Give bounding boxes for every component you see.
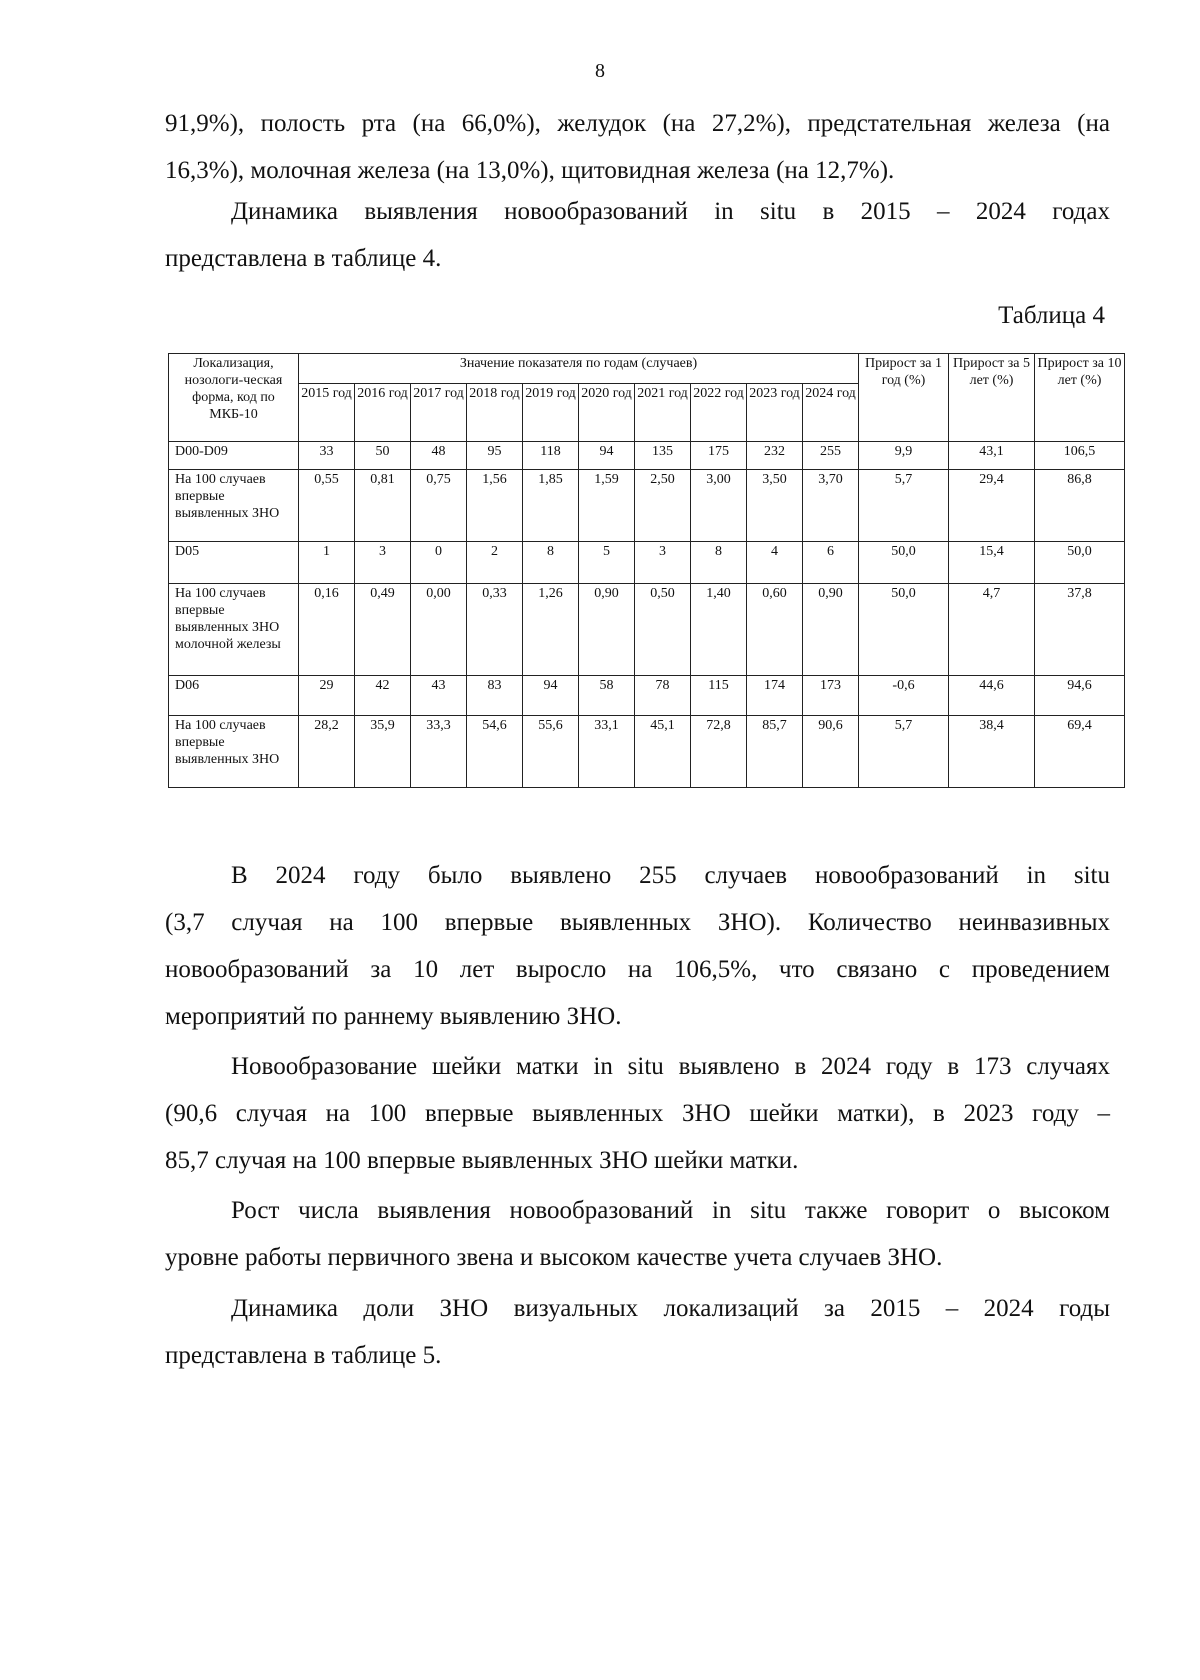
cell-growth: 43,1 [949,442,1035,470]
paragraph-line: представлена в таблице 5. [165,1342,442,1369]
paragraph-line: представлена в таблице 4. [165,245,442,272]
cell-growth: 15,4 [949,542,1035,584]
table-header-values: Значение показателя по годам (случаев) [299,354,859,384]
cell-value: 135 [635,442,691,470]
cell-value: 5 [579,542,635,584]
cell-value: 33,1 [579,716,635,788]
cell-growth: 9,9 [859,442,949,470]
cell-value: 3 [635,542,691,584]
cell-value: 1,56 [467,470,523,542]
cell-value: 28,2 [299,716,355,788]
table-header-growth-5y: Прирост за 5 лет (%) [949,354,1035,442]
table-header-year: 2020 год [579,384,635,442]
paragraph-line: 16,3%), молочная железа (на 13,0%), щитовидная железа (на 12,7%). [165,157,895,184]
paragraph-line: Динамика выявления новообразований in situ в 2015 – 2024 годах [231,198,1110,225]
cell-growth: 106,5 [1035,442,1125,470]
cell-value: 0,90 [579,584,635,676]
table-header-year: 2021 год [635,384,691,442]
row-label: На 100 случаев впервые выявленных ЗНО [169,470,299,542]
cell-value: 0,60 [747,584,803,676]
table-row [169,676,1125,716]
cell-value: 0,81 [355,470,411,542]
cell-value: 72,8 [691,716,747,788]
row-label: D00-D09 [169,442,299,470]
cell-value: 0,16 [299,584,355,676]
cell-value: 4 [747,542,803,584]
cell-value: 1 [299,542,355,584]
cell-value: 33,3 [411,716,467,788]
cell-value: 0,75 [411,470,467,542]
cell-value: 29 [299,676,355,716]
cell-value: 0,50 [635,584,691,676]
cell-value: 1,85 [523,470,579,542]
table-header-year: 2016 год [355,384,411,442]
table-header-year: 2022 год [691,384,747,442]
cell-value: 45,1 [635,716,691,788]
cell-growth: 50,0 [859,542,949,584]
cell-growth: 44,6 [949,676,1035,716]
cell-growth: -0,6 [859,676,949,716]
cell-value: 255 [803,442,859,470]
paragraph-line: В 2024 году было выявлено 255 случаев новообразований in situ [231,862,1110,889]
cell-value: 3 [355,542,411,584]
page-number: 8 [595,60,605,82]
paragraph-line: (3,7 случая на 100 впервые выявленных ЗНО). Количество неинвазивных [165,909,1110,936]
cell-value: 50 [355,442,411,470]
cell-growth: 94,6 [1035,676,1125,716]
cell-value: 8 [691,542,747,584]
table-header-growth-1y: Прирост за 1 год (%) [859,354,949,442]
cell-value: 54,6 [467,716,523,788]
cell-value: 0 [411,542,467,584]
table-row [169,470,1125,542]
cell-value: 0,90 [803,584,859,676]
cell-value: 1,26 [523,584,579,676]
cell-value: 0,33 [467,584,523,676]
cell-growth: 37,8 [1035,584,1125,676]
cell-value: 232 [747,442,803,470]
row-label: D06 [169,676,299,716]
paragraph-line: новообразований за 10 лет выросло на 106,5%, что связано с проведением [165,956,1110,983]
cell-value: 2 [467,542,523,584]
cell-growth: 29,4 [949,470,1035,542]
cell-growth: 50,0 [859,584,949,676]
cell-value: 94 [579,442,635,470]
table-row [169,716,1125,788]
cell-growth: 38,4 [949,716,1035,788]
table-header-year: 2018 год [467,384,523,442]
paragraph-line: Динамика доли ЗНО визуальных локализаций за 2015 – 2024 годы [231,1295,1110,1322]
cell-growth: 50,0 [1035,542,1125,584]
cell-value: 118 [523,442,579,470]
table-row [169,584,1125,676]
cell-value: 6 [803,542,859,584]
paragraph-line: 91,9%), полость рта (на 66,0%), желудок (на 27,2%), предстательная железа (на [165,110,1110,137]
paragraph-line: (90,6 случая на 100 впервые выявленных ЗНО шейки матки), в 2023 году – [165,1100,1110,1127]
cell-value: 3,70 [803,470,859,542]
cell-value: 2,50 [635,470,691,542]
cell-value: 115 [691,676,747,716]
cell-value: 58 [579,676,635,716]
cell-growth: 69,4 [1035,716,1125,788]
table-header-year: 2017 год [411,384,467,442]
paragraph-line: Новообразование шейки матки in situ выявлено в 2024 году в 173 случаях [231,1053,1110,1080]
paragraph-line: мероприятий по раннему выявлению ЗНО. [165,1003,622,1030]
paragraph-line: уровне работы первичного звена и высоком качестве учета случаев ЗНО. [165,1244,943,1271]
paragraph-line: Рост числа выявления новообразований in situ также говорит о высоком [231,1197,1110,1224]
row-label: D05 [169,542,299,584]
cell-value: 1,59 [579,470,635,542]
cell-value: 95 [467,442,523,470]
cell-value: 3,00 [691,470,747,542]
table-header-year: 2024 год [803,384,859,442]
cell-growth: 5,7 [859,470,949,542]
table-header-year: 2015 год [299,384,355,442]
cell-value: 42 [355,676,411,716]
cell-value: 3,50 [747,470,803,542]
cell-value: 83 [467,676,523,716]
cell-value: 35,9 [355,716,411,788]
table-header-year: 2019 год [523,384,579,442]
row-label: На 100 случаев впервые выявленных ЗНО [169,716,299,788]
table-caption: Таблица 4 [998,302,1105,329]
cell-value: 33 [299,442,355,470]
cell-growth: 4,7 [949,584,1035,676]
table-4 [168,353,1125,788]
paragraph-line: 85,7 случая на 100 впервые выявленных ЗНО шейки матки. [165,1147,799,1174]
cell-value: 1,40 [691,584,747,676]
cell-value: 0,00 [411,584,467,676]
cell-value: 174 [747,676,803,716]
table-row [169,442,1125,470]
cell-value: 85,7 [747,716,803,788]
cell-value: 0,49 [355,584,411,676]
cell-value: 55,6 [523,716,579,788]
cell-value: 0,55 [299,470,355,542]
cell-value: 94 [523,676,579,716]
row-label: На 100 случаев впервые выявленных ЗНО молочной железы [169,584,299,676]
table-row [169,542,1125,584]
table-header-localization: Локализация, нозологи-ческая форма, код по МКБ-10 [169,354,299,442]
cell-growth: 86,8 [1035,470,1125,542]
cell-value: 78 [635,676,691,716]
cell-growth: 5,7 [859,716,949,788]
cell-value: 8 [523,542,579,584]
table-header-year: 2023 год [747,384,803,442]
cell-value: 48 [411,442,467,470]
table-header-growth-10y: Прирост за 10 лет (%) [1035,354,1125,442]
cell-value: 173 [803,676,859,716]
cell-value: 90,6 [803,716,859,788]
cell-value: 43 [411,676,467,716]
cell-value: 175 [691,442,747,470]
